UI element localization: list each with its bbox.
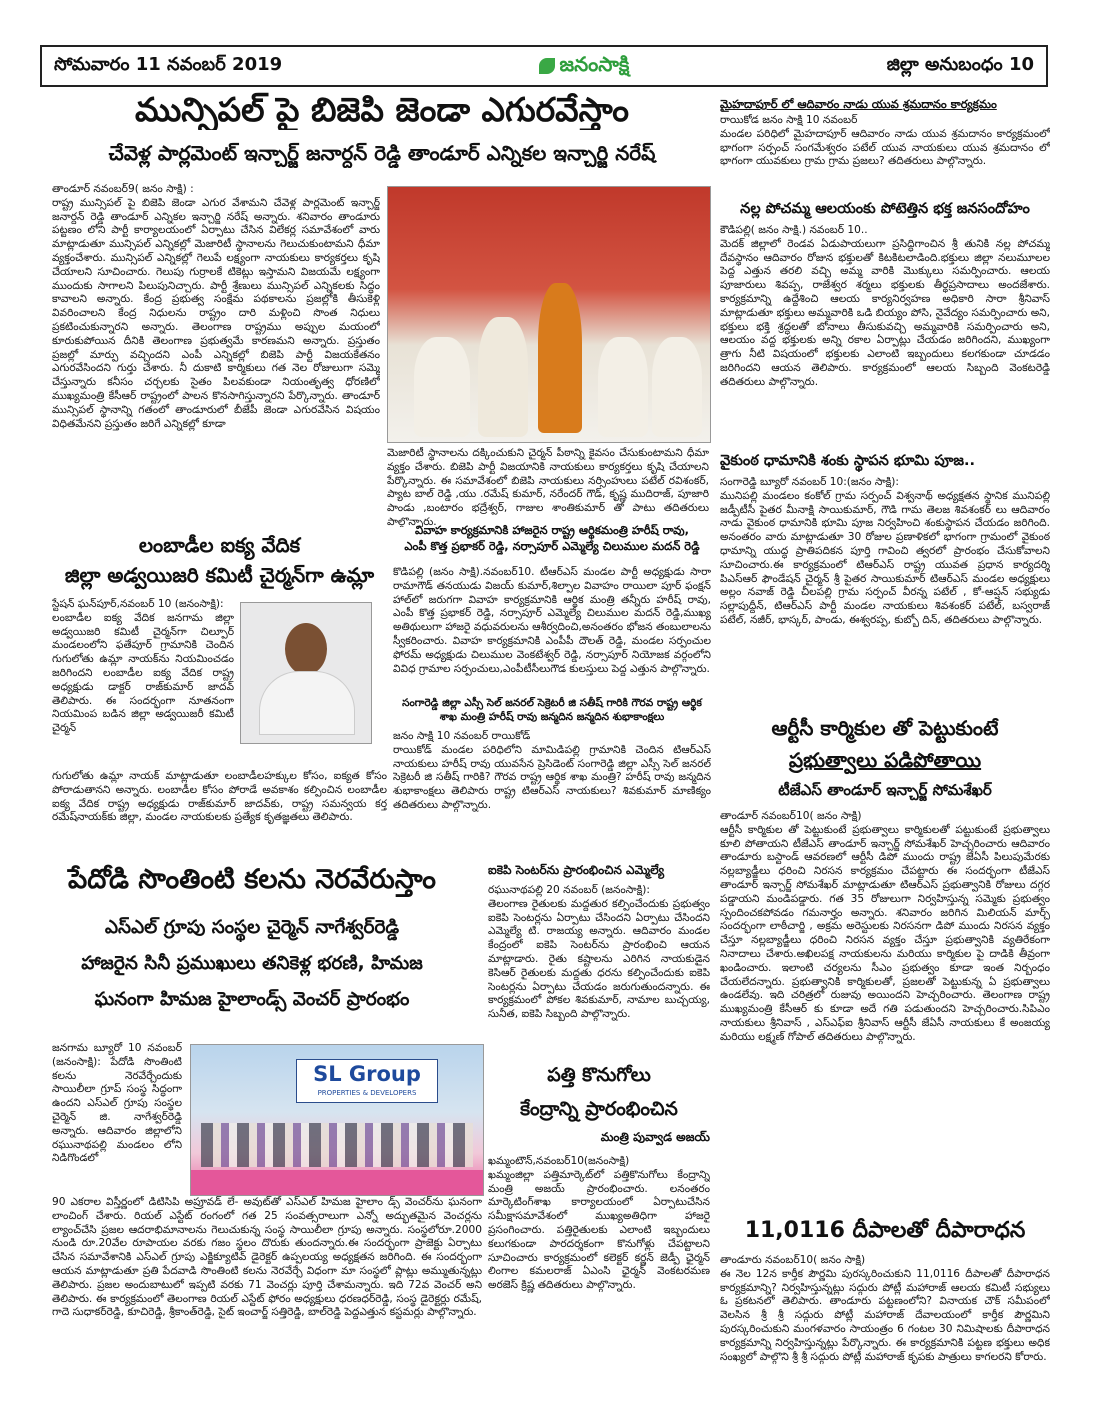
banner-subtitle: PROPERTIES & DEVELOPERS xyxy=(317,1089,417,1097)
leaf-icon xyxy=(539,58,555,74)
lambadi-body-narrow xyxy=(52,598,234,766)
rtc-dateline: తాండూర్ నవంబర్10( జనం సాక్షి) xyxy=(720,810,862,822)
slgroup-headline-1: పేదోడి సొంతింటి కలను నెరవేరుస్తాం xyxy=(68,864,436,895)
slgroup-body-narrow-text: జనగామ బ్యూరో 10 నవంబర్ (జనంసాక్షి): పేదోడి సొంతింటి కలను నెరవేర్చేందుకు సాయిలీలా గ్రూప్ సంస్థ సిద్ధంగా ఉందని ఎస్ఎల్ గ్రూపు సంస్థల చైర్మెన్ జి. నాగేశ్వర్‌రెడ్డి అన్నారు. ఆదివారం జిల్లాలోని రఘునాథపల్లి మండలం లోని నిడిగొండలో xyxy=(52,1042,182,1165)
wishes-headline-block xyxy=(393,696,711,728)
slgroup-headline-4: ఘనంగా హిమజ హైలాండ్స్ వెంచర్ ప్రారంభం xyxy=(94,989,410,1010)
marriage-headline-block xyxy=(393,522,711,562)
deepa-body-block xyxy=(720,1254,1050,1404)
lambadi-headline-1: లంబాడీల ఐక్య వేదిక xyxy=(138,533,301,557)
vaikuntha-headline-block xyxy=(720,450,1050,474)
slgroup-body-wide-text: 90 ఎకరాల విస్తీర్ణంలో డిటిసిపి అప్రూవడ్ లే- అవుట్‌తో ఎస్ఎల్ హిమజ హైలాం డ్స్ వెంచర్‌ను ఘనంగా లాంచింగ్ చేశారు. రియల్ ఎస్టేట్ రంగంలో గత 25 సంవత్సరాలుగా ఎన్నో అద్భుతమైన వెంచర్లను ల్యాంచ్‌చేసి ప్రజల ఆదరాభిమానాలను గెలుచుకున్న సంస్థ సాయిలీలా గ్రూపు అన్నారు. సంస్థలోరూ.2000 నుండి రూ.20వేల రూపాయల వరకు గజం స్థలం దొరుకు తుందన్నారు.ఈ సందర్భంగా ప్రాజెక్టు ఏర్పాటు చేసిన సమావేశానికి ఎస్ఎల్ గ్రూపు ఎక్జిక్యూటివ్ డైరెక్టర్ ఉప్పలయ్య అధ్యక్షతన జరిగింది. ఈ సందర్భంగా ఆయన మాట్లాడుతూ ప్రతి పేదవాడి సొంతింటి కలను నెరవేర్చే విధంగా మా సంస్థలో ప్లాట్లు అమ్ముతున్నట్లు తెలిపారు. ప్రజల అందుబాటులో ఇప్పటి వరకు 71 వెంచర్లు పూర్తి చేశామన్నారు. ఇది 72వ వెంచర్ అని తెలిపారు. ఈ కార్యక్రమంలో తెలంగాణ రియల్ ఎస్టేట్ ఫోరం అధ్యక్షులు ధరణధర్‌రెడ్డి, సంస్థ డైరెక్టర్లు రమేష్, గాదె సుధాకర్‌రెడ్డి, కూచిరెడ్డి, శ్రీకాంత్‌రెడ్డి, సైట్ ఇంచార్జ్ సత్తిరెడ్డి, బాల్‌రెడ్డి పెద్దఎత్తున కస్టమర్లు పాల్గొన్నారు. xyxy=(52,1196,482,1319)
deepa-headline: 11,0116 దీపాలతో దీపారాధన xyxy=(744,1218,1026,1243)
slgroup-headline-block xyxy=(52,860,452,904)
wishes-headline: సంగారెడ్డి జిల్లా ఎస్సీ సెల్ జనరల్ సెక్రెటరీ జి సతీష్ గారికి గౌరవ రాష్ట్ర ఆర్థిక శాఖ మంత్రి హరీష్ రావు జన్మదిన జన్మదిన శుభాకాంక్షలు xyxy=(402,697,702,723)
lambadi-body-narrow-text: లంబాడీల ఐక్య వేదిక జనగామ జిల్లా అడ్వయిజరి కమిటీ చైర్మన్‌గా చిల్పూర్ మండలంలోని ఫతేపూర్ గ్రామానికి చెందిన గుగులోతు ఉమ్లా నాయక్‌ను నియమించడం జరిగిందని లంబాడీల ఐక్య వేదిక రాష్ట్ర అధ్యక్షుడు డాక్టర్ రాజ్‌కుమార్ జాదవ్ తెలిపారు. ఈ సందర్భంగా నూతనంగా నియమింప బడిన జిల్లా అడ్వయిజరీ కమిటీ చైర్మన్ xyxy=(52,611,234,735)
cotton-byline: మంత్రి పువ్వాడ అజయ్ xyxy=(600,1130,710,1144)
rtc-headline-3: టీజేఎస్ తాండూర్ ఇన్చార్జ్ సోమశేఖర్ xyxy=(778,781,992,799)
ikp-headline: ఐకెపి సెంటర్‌ను ప్రారంభించిన ఎమ్మెల్యే xyxy=(488,863,665,877)
marriage-body: కొడిపల్లి (జనం సాక్షి).నవంబర్10. టీఆర్ఎస్ మండల పార్టీ అధ్యక్షుడు సారా రామాగౌడ్ తనయుడు విజయ్ కుమార్,శిల్పాల వివాహం రాయిలా పూర్ ఫంక్షన్ హాల్‌లో జరుగగా వివాహ కార్యక్రమానికి ఆర్థిక మంత్రి తన్నీరు హరీష్ రావు, ఎంపీ కొత్త ప్రభాకర్ రెడ్డి, నర్సాపూర్ ఎమ్మెల్యే చిలుముల మదన్ రెడ్డి,ముఖ్య అతిథులుగా హాజరై వధువరులను ఆశీర్వదించి,అనంతరం భోజన తంబులాలను స్వీకరించారు. వివాహ కార్యక్రమానికి ఎంపీపీ దౌలత్ రెడ్డి, మండల సర్పంచుల ఫోరమ్ అధ్యక్షుడు చిలుముల వెంకటేశ్వర్ రెడ్డి, నర్సాపూర్ నియోజక వర్గంలోని వివిధ గ్రామాల సర్పంచులు,ఎంపీటీసీలుగౌడ కులస్తులు పెద్ద ఎత్తున పాల్గొన్నారు. xyxy=(393,566,711,675)
logo-text: జనంసాక్షి xyxy=(559,51,630,76)
pochamma-headline-block xyxy=(720,198,1050,222)
cotton-headline-1: పత్తి కొనుగోలు xyxy=(547,1064,651,1086)
marriage-body-block xyxy=(393,566,711,694)
deepa-dateline: తాండూరు నవంబర్10( జనం సాక్షి) xyxy=(720,1254,866,1266)
lead-subhead-block xyxy=(52,138,712,170)
wishes-dateline: జనం సాక్షి 10 నవంబర్ రాయికోడ్ xyxy=(393,730,531,742)
issue-date: సోమవారం 11 నవంబర్ 2019 xyxy=(54,53,283,75)
rtc-body-block xyxy=(720,810,1050,1214)
marriage-headline-2: ఎంపీ కొత్త ప్రభాకర్ రెడ్డి, నర్సాపూర్ ఎమ్మెల్యే చిలుముల మదన్ రెడ్డి xyxy=(404,539,700,553)
cotton-dateline: ఖమ్మంటౌన్,నవంబర్10(జనంసాక్షి) xyxy=(488,1155,630,1167)
lead-headline: మున్సిపల్ పై బిజెపి జెండా ఎగురవేస్తాం xyxy=(134,90,630,129)
ikp-body-block xyxy=(488,884,710,1054)
banner-title: SL Group xyxy=(313,1062,421,1086)
ikp-headline-block xyxy=(488,862,710,884)
rtc-headline-2: ప్రభుత్వాలు పడిపోతాయి xyxy=(788,748,982,772)
rtc-headline-block xyxy=(720,712,1050,808)
deepa-headline-block xyxy=(720,1214,1050,1250)
slgroup-body-wide xyxy=(52,1196,482,1346)
lambadi-dateline: స్టేషన్ ఘన్‌పూర్,నవంబర్ 10 (జనంసాక్షి): xyxy=(52,598,224,610)
slgroup-body-narrow xyxy=(52,1042,182,1192)
marriage-headline-1: వివాహ కార్యక్రమానికి హాజరైన రాష్ట్ర ఆర్థికమంత్రి హరీష్ రావు, xyxy=(414,523,690,537)
youth-body: మండల పరిధిలో మైహదాపూర్ ఆదివారం నాడు యువ శ్రమదానం కార్యక్రమంలో భాగంగా సర్పంచ్ సంగమేశ్వరం పటేల్ యువ నాయకులు యువ శ్రమదానం లో భాగంగా యువకులు గ్రామ గ్రామ ప్రజలు? తదితరులు పాల్గొన్నారు. xyxy=(720,127,1050,168)
cotton-body-block xyxy=(488,1155,710,1350)
cotton-headline-block xyxy=(488,1058,710,1154)
cotton-body: ఖమ్మంజిల్లా పత్తిమార్కెట్‌లో పత్తికొనుగోలు కేంద్రాన్ని మంత్రి అజయ్ ప్రారంభించారు. లనంతరం మార్కెటింగ్‌శాఖ కార్యాలయంలో ఏర్పాటుచేసిన సమీక్షాసమావేశంలో ముఖ్యఅతిధిగా హాజరై ప్రసంగించారు. పత్తిరైతులకు ఎలాంటి ఇబ్బందులు కలుగకుండా పారదర్శకంగా కొనుగోళ్లు చేపట్టాలని సూచించారు కార్యక్రమంలో కలెక్టర్ కర్ణన్ జెడ్పీ ఛైర్మన్ లింగాల కమలరాజ్ ఏఎంసి ఛైర్మన్ వెంకటరమణ అరజెస్ క్రిష్ణ తదితరులు పాల్గొన్నారు. xyxy=(488,1168,710,1292)
vaikuntha-headline: వైకుంఠ ధామానికి శంకు స్థాపన భూమి పూజ.. xyxy=(720,453,975,469)
lambadi-headline-block xyxy=(52,530,387,594)
lead-continued: మెజారిటీ స్థానాలను దక్కించుకుని చైర్మన్ పీఠాన్ని కైవసం చేసుకుంటామని ధీమా వ్యక్తం చేశారు. బిజెపి పార్టీ విజయానికి నాయకులు కార్యకర్తలు కృషి చేయాలని పేర్కొన్నారు. ఈ సమావేశంలో బిజెపి నాయకులు నర్సింహులు పటేల్ రవిశంకర్, ప్యాట బాల్ రెడ్డి ,యు .రమేష్ కుమార్, నరేందర్ గౌడ్, కృష్ణ ముదిరాజ్, పూజారి పాండు ,బంటారం భద్రేశ్వర్, గాజుల శాంతికుమార్ తో పాటు తదితరులు పాల్గొన్నారు. xyxy=(387,447,709,527)
youth-body-block xyxy=(720,114,1050,194)
youth-headline-block xyxy=(720,96,1050,116)
lead-body: రాష్ట్ర మున్సిపల్ పై బిజెపి జెండా ఎగుర వేశామని చేవెళ్ల పార్లమెంట్ ఇన్చార్జ్ జనార్దన్ రెడ్డి తాండూర్ ఎన్నికల ఇన్చార్జి నరేష్ అన్నారు. శనివారం తాండూరు పట్టణం లోని పార్టీ కార్యాలయంలో ఏర్పాటు చేసిన విలేకర్ల సమావేశంలో వారు మాట్లాడుతూ మున్సిపల్ ఎన్నికల్లో మెజారిటీ స్థానాలను గెలుచుకుంటామని ధీమా వ్యక్తంచేశారు. మున్సిపల్ ఎన్నికల్లో గెలుపే లక్ష్యంగా నాయకులు కార్యకర్తలు కృషి చేయాలని సూచించారు. గెలుపు గుర్రాలకే టికెట్లు ఇస్తామని విజయమే లక్ష్యంగా ముందుకు సాగాలని పిలుపునిచ్చారు. పార్టీ శ్రేణులు మున్సిపల్ ఎన్నికలకు సిద్ధం కావాలని అన్నారు. కేంద్ర ప్రభుత్వ సంక్షేమ పథకాలను ప్రజల్లోకి తీసుకెళ్లి వివరించాలని కేంద్ర నిధులను రాష్ట్రం దారి మళ్లించి సొంత నిధులు ప్రకటించుకున్నారని అన్నారు. తెలంగాణ రాష్ట్రము అప్పుల మయంలో కూరుకుపోయిన దీనికి తెలంగాణ ప్రభుత్వమే కారణమని అన్నారు. ప్రస్తుతం ప్రజల్లో మార్పు వచ్చిందని ఎంపీ ఎన్నికల్లో బిజెపి పార్టీ విజయకేతనం ఎగురవేసిందని గుర్తు చేశారు. నీ దుకాటి కార్మికులు గత నెల రోజులుగా సమ్మె చేస్తున్నారు కనీసం చర్చలకు సైతం పిలవకుండా నియంతృత్వ ధోరణిలో ముఖ్యమంత్రి కేసీఆర్ రాష్ట్రంలో పాలన కొనసాగిస్తున్నారని పేర్కొన్నారు. తాండూర్ మున్సిపల్ స్థానాన్ని గతంలో తాండూరులో బీజేపీ జెండా ఎగురవేసిన విషయం విధితమేనని ప్రస్తుతం జరిగే ఎన్నికల్లో కూడా xyxy=(52,196,380,430)
rtc-body: ఆర్టీసీ కార్మికుల తో పెట్టుకుంటే ప్రభుత్వాలు కార్మికులతో పట్టుకుంటే ప్రభుత్వాలు కూలి పోతాయని టీజేఎస్ తాండూర్ ఇన్చార్జ్ సోమశేఖర్ హెచ్చరించారు ఆదివారం తాండూరు బస్టాండ్ ఆవరణలో ఆర్టీసీ డిపో ముందు రాష్ట్ర జేఏసీ పిలుపుమేరకు నల్లబ్యాడ్జీలు ధరించి నిరసన కార్యక్రమం చేపట్టారు ఈ సందర్భంగా టీజేఎస్ తాండూర్ ఇన్చార్జ్ సోమశేఖర్ మాట్లాడుతూ టిఆర్ఎస్ ప్రభుత్వానికి రోజులు దగ్గర పడ్డాయని మండిపడ్డారు. గత 35 రోజులుగా నిర్వహిస్తున్న సమ్మెకు ప్రభుత్వం స్పందించకపోవడం గమనార్హం అన్నారు. శనివారం జరిగిన మిలియన్ మార్చ్ సందర్భంగా లాఠీచార్జి , అక్రమ అరెస్టులకు నిరసనగా డిపో ముందు నిరసన వ్యక్తం చేస్తూ నల్లబ్యాడ్జీలు ధరించి నిరసన వ్యక్తం చేస్తూ ప్రభుత్వానికి వ్యతిరేకంగా నినాదాలు చేశారు.అఖిలపక్ష నాయకులను మరియు కార్మికుల పై దాడికి తీవ్రంగా ఖండించారు. ఇలాంటి చర్యలను సీఎం ప్రభుత్వం కూడా ఇంత నిర్బంధం చేయలేదన్నారు. ప్రభుత్వానికి కార్మికులతో, ప్రజలతో పెట్టుకున్న ఏ ప్రభుత్వాలు ఉండలేవు. ఇది చరిత్రలో రుజువు అయిందని హెచ్చరించారు. తెలంగాణ రాష్ట్ర ముఖ్యమంత్రి కేసీఆర్ కు కూడా అదే గతి పడుతుందని హెచ్చరించారు.సిపిఎం నాయకులు శ్రీనివాస్ , ఎస్ఎఫ్ఐ శ్రీనివాస్ ఆర్టీసీ జేఏసీ నాయకులు కే అంజయ్య మరియు లక్ష్మణ్ గోపాల్ తదితరులు పాల్గొన్నారు. xyxy=(720,823,1050,1043)
rtc-headline-1: ఆర్టీసీ కార్మికుల తో పెట్టుకుంటే xyxy=(771,716,999,740)
masthead xyxy=(40,45,1048,87)
slgroup-subheads xyxy=(52,910,452,1028)
lead-body-column xyxy=(52,183,380,523)
newspaper-logo xyxy=(539,52,629,81)
lead-dateline: తాండూర్ నవంబర్9( జనం సాక్షి) : xyxy=(52,183,194,195)
youth-headline: మైహదాపూర్ లో ఆదివారం నాడు యువ శ్రమదానం కార్యక్రమం xyxy=(720,97,997,111)
youth-dateline: రాయికోడ జనం సాక్షి 10 నవంబర్ xyxy=(720,114,858,126)
vaikuntha-body: మునిపల్లి మండలం కంకోల్ గ్రామ సర్పంచ్ విశ్వనాథ్ అధ్యక్షతన స్థానిక మునిపల్లి జడ్పీటీసీ పైతర మీనాక్షి సాయికుమార్, గౌడి గామ తెలజ శివశంకర్ లు ఆదివారం నాడు వైకుంఠ ధామానికి భూమి పూజ నిర్వహించి శంకుస్థాపన చేయడం జరిగింది. అనంతరం వారు మాట్లాడుతూ 30 రోజుల ప్రణాళికలో భాగంగా గ్రామంలో వైకుంఠ ధామాన్ని యుద్ధ ప్రాతిపదికన పూర్తి గావించి త్వరలో ప్రారంభం చేసుకోవాలని సూచించారు.ఈ కార్యక్రమంలో టిఆర్ఎస్ రాష్ట్ర యువత ప్రధాన కార్యదర్శి పిఎస్ఆర్ ఫౌండేషన్ చైర్మన్ శ్రీ పైతర సాయికుమార్ టిఆర్ఎస్ మండల అధ్యక్షులు అల్లం నవాజ్ రెడ్డి చీలపల్లి గ్రామ సర్పంచ్ వీరన్న పటేల్ , కో-ఆప్షన్ సభ్యుడు సల్లాపుద్దీన్, టిఆర్ఎస్ పార్టీ మండల నాయకులు శివశంకర్ పటేల్, బస్వరాజ్ పటేల్, నజీర్, భాస్కర్, పాండు, ఈశ్వరప్ప, కుబ్బో దిన్, తదితరులు పాల్గొన్నారు. xyxy=(720,489,1050,626)
lambadi-body-wide-text: గుగులోతు ఉమ్లా నాయక్ మాట్లాడుతూ లంబాడీలహక్కుల కోసం, ఐక్యత కోసం పోరాడుతానని అన్నారు. లంబాడీల కోసం పోరాడే అవకాశం కల్పించిన లంబాడీల ఐక్య వేదిక రాష్ట్ర అధ్యక్షుడు రాజ్‌కుమార్ జాదవ్‌కు, రాష్ట్ర సమన్వయ కర్త రమేష్‌నాయక్‌కు జిల్లా, మండల నాయకులకు ప్రత్యేక కృతజ్ఞతలు తెలిపారు. xyxy=(52,770,387,824)
pochamma-body-block xyxy=(720,224,1050,446)
pochamma-dateline: కౌడిపల్లి( జనం సాక్షి.) నవంబర్ 10.. xyxy=(720,224,868,236)
vaikuntha-dateline: సంగారెడ్డి బ్యూరో నవంబర్ 10:(జనం సాక్షి): xyxy=(720,476,899,488)
wishes-body: రాయికోడ్ మండల పరిధిలోని మామిడిపల్లి గ్రామానికి చెందిన టిఆర్ఎస్ నాయకులు హరీష్ రావు యువసేన ప్రెసిడెంట్ సంగారెడ్డి జిల్లా ఎస్సీ సెల్ జనరల్ సెక్రెటరీ జి సతీష్ గారికి? గౌరవ రాష్ట్ర ఆర్థిక శాఖ మంత్రి? హరీష్ రావు జన్మదిన శుభాకాంక్షలు తెలిపారు రాష్ట్ర టిఆర్ఎస్ నాయకులు? శివకుమార్ మాణిక్యం తదితరులు పాల్గొన్నారు. xyxy=(393,743,711,811)
wishes-body-block xyxy=(393,730,711,840)
slgroup-headline-3: హాజరైన సినీ ప్రముఖులు తనికెళ్ల భరణి, హిమజ xyxy=(81,953,423,974)
vaikuntha-body-block xyxy=(720,476,1050,708)
bjp-meeting-photo xyxy=(387,186,711,443)
lambadi-body-wide xyxy=(52,770,387,850)
pochamma-headline: నల్ల పోచమ్మ ఆలయంకు పోటెత్తిన భక్త జనసందోహం xyxy=(740,201,1030,217)
deepa-body: ఈ నెల 12న కార్తీక పౌర్ణమి పురస్కరించుకుని 11,0116 దీపాలతో దీపారాధన కార్యక్రమాన్ని? నిర్వహిస్తున్నట్లు సద్గురు పోట్లీ మహారాజ్ ఆలయ కమిటీ సభ్యులు ఓ ప్రకటనలో తెలిపారు. తాండూరు పట్టణంలోని? వినాయక చౌక్ సమీపంలో వెలసిన శ్రీ శ్రీ సద్గురు పోట్లీ మహారాజ్ దేవాలయంలో కార్తీక పౌర్ణమిని పురస్కరించుకుని మంగళవారం సాయంత్రం 6 గంటల 30 నిమిషాలకు దీపారాధన కార్యక్రమాన్ని నిర్వహిస్తున్నట్లు పేర్కొన్నారు. ఈ కార్యక్రమానికి పట్టణ భక్తులు అధిక సంఖ్యలో పాల్గొని శ్రీ శ్రీ సద్గురు పోట్లీ మహారాజ్ కృపకు పాత్రులు కాగలరని కోరారు. xyxy=(720,1267,1050,1363)
cotton-headline-2: కేంద్రాన్ని ప్రారంభించిన xyxy=(520,1098,678,1120)
pochamma-body: మెదక్ జిల్లాలో రెండవ ఏడుపాయలుగా ప్రసిద్ధిగాంచిన శ్రీ తునికి నల్ల పోచమ్మ దేవస్థానం ఆదివారం రోజున భక్తులతో కిటకిటలాడింది.భక్తులు జిల్లా నలుమూలల పెద్ద ఎత్తున తరలి వచ్చి అమ్మ వారికి మొక్కులు సమర్పించారు. ఆలయ పూజారులు శివప్ప, రాజేశ్వర శర్మలు భక్తులకు తీర్థప్రసాదాలు అందజేశారు. కార్యక్రమాన్ని ఉద్దేశించి ఆలయ కార్యనిర్వహణ అధికారి సారా శ్రీనివాస్ మాట్లాడుతూ భక్తులు అమ్మవారికి ఒడి బియ్యం పోసి, నైవేద్యం సమర్పించారు అని, భక్తులు భక్తి శ్రద్ధలతో బోనాలు తీసుకువచ్చి అమ్మవారికి సమర్పించారు అని, ఆలయం వద్ద భక్తులకు అన్ని రకాల ఏర్పాట్లు చేయడం జరిగిందని, ముఖ్యంగా త్రాగు నీటి విషయంలో భక్తులకు ఎలాంటి ఇబ్బందులు కలగకుండా చూడడం జరిగిందని ఆయన తెలిపారు. కార్యక్రమంలో ఆలయ సిబ్బంది వెంకటరెడ్డి తదితరులు పాల్గొన్నారు. xyxy=(720,237,1050,388)
lambadi-headline-2: జిల్లా అడ్వయిజరి కమిటీ చైర్మన్‌గా ఉమ్లా xyxy=(64,563,375,587)
sl-group-banner xyxy=(296,1059,438,1103)
lead-subhead: చేవెళ్ల పార్లమెంట్ ఇన్చార్జ్ జనార్దన్ రెడ్డి తాండూర్ ఎన్నికల ఇన్చార్జి నరేష్ xyxy=(108,141,656,165)
slgroup-headline-2: ఎస్ఎల్ గ్రూపు సంస్థల చైర్మెన్ నాగేశ్వర్‌రెడ్డి xyxy=(104,917,400,938)
lead-headline-block xyxy=(52,90,712,134)
umla-portrait-photo xyxy=(240,602,372,744)
ikp-dateline: రఘునాథపల్లి 20 నవంబర్ (జనంసాక్షి): xyxy=(488,884,650,896)
page-label: జిల్లా అనుబంధం 10 xyxy=(886,53,1034,75)
slgroup-launch-photo xyxy=(190,1044,484,1196)
ikp-body: తెలంగాణ రైతులకు మద్దతుర కల్పించేందుకు ప్రభుత్వం ఐకెపి సెంటర్లను ఏర్పాటు చేసిందని ఏర్పాటు చేసిందని ఎమ్మెల్యే టి. రాజయ్య అన్నారు. ఆదివారం మండల కేంద్రంలో ఐకెపి సెంటర్‌ను ప్రారంభించి ఆయన మాట్లాడారు. రైతు కష్టాలను ఎరిగిన నాయకుడైన కెసిఆర్ రైతులకు మద్దతు ధరను కల్పించేందుకు ఐకెపి సెంటర్లను ఏర్పాటు చేయడం జరుగుతుందన్నారు. ఈ కార్యక్రమంలో పోకల శివకుమార్, నామాల బుచ్చయ్య, సునీత, ఐకెపి సిబ్బంది పాల్గొన్నారు. xyxy=(488,897,710,1021)
